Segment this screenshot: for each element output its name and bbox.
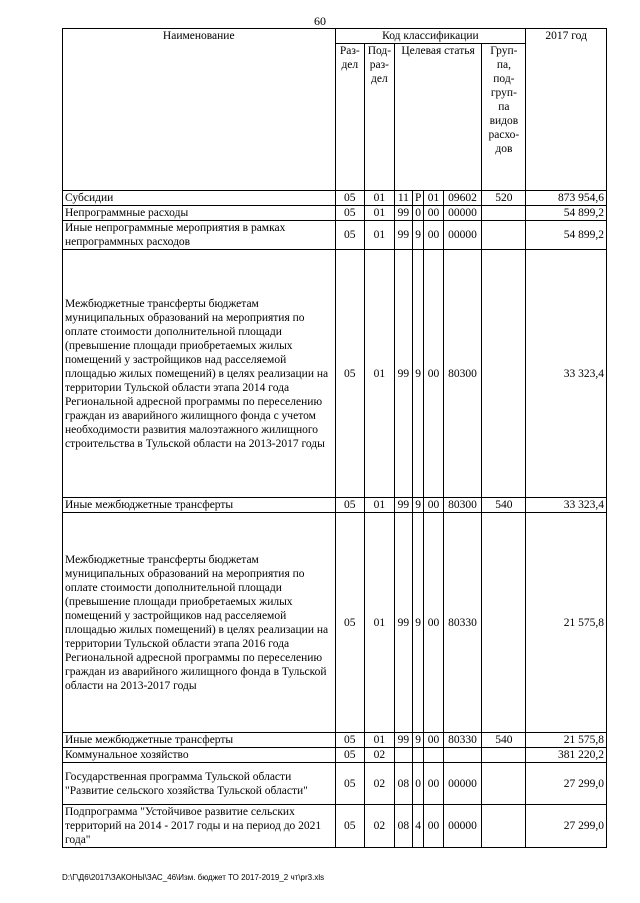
table-cell-group <box>482 513 526 733</box>
header-name: Наименование <box>63 29 336 191</box>
table-cell-target-2: 9 <box>413 733 424 748</box>
header-code-classification: Код классификации <box>335 29 526 44</box>
table-cell-target-2: 9 <box>413 498 424 513</box>
table-cell-amount: 381 220,2 <box>526 748 607 763</box>
table-cell-target-1: 99 <box>394 206 412 221</box>
table-cell-section: 05 <box>335 206 365 221</box>
table-cell-group: 540 <box>482 733 526 748</box>
table-cell-subsection: 02 <box>365 805 395 848</box>
page-number: 60 <box>314 14 326 28</box>
table-cell-amount: 873 954,6 <box>526 191 607 206</box>
table-cell-group <box>482 206 526 221</box>
table-cell-name: Государственная программа Тульской области "Развитие сельского хозяйства Тульской области" <box>63 763 336 805</box>
table-cell-target-2 <box>413 748 424 763</box>
table-cell-target-3: 00 <box>424 498 443 513</box>
table-cell-target-1: 99 <box>394 250 412 498</box>
table-cell-target-3: 00 <box>424 805 443 848</box>
table-cell-subsection: 01 <box>365 513 395 733</box>
table-cell-target-3: 00 <box>424 221 443 250</box>
table-row <box>63 748 607 763</box>
table-cell-section: 05 <box>335 748 365 763</box>
table-cell-target-1: 99 <box>394 513 412 733</box>
table-cell-subsection: 01 <box>365 221 395 250</box>
table-cell-subsection: 02 <box>365 763 395 805</box>
table-cell-name: Иные непрограммные мероприятия в рамках непрограммных расходов <box>63 221 336 250</box>
table-cell-subsection: 01 <box>365 191 395 206</box>
table-cell-group: 520 <box>482 191 526 206</box>
table-cell-target-2: 4 <box>413 805 424 848</box>
table-row <box>63 513 607 733</box>
table-row <box>63 805 607 848</box>
table-cell-section: 05 <box>335 805 365 848</box>
table-cell-target-1: 99 <box>394 498 412 513</box>
table-cell-section: 05 <box>335 513 365 733</box>
header-section: Раз- дел <box>335 44 365 191</box>
table-cell-amount: 54 899,2 <box>526 221 607 250</box>
budget-table <box>62 28 607 848</box>
table-cell-target-1: 11 <box>394 191 412 206</box>
table-cell-amount: 21 575,8 <box>526 513 607 733</box>
table-cell-name: Подпрограмма "Устойчивое развитие сельских территорий на 2014 - 2017 годы и на период до 2021 года" <box>63 805 336 848</box>
table-cell-subsection: 01 <box>365 733 395 748</box>
table-cell-group <box>482 763 526 805</box>
table-cell-target-3: 00 <box>424 250 443 498</box>
table-cell-target-1: 99 <box>394 221 412 250</box>
table-cell-section: 05 <box>335 250 365 498</box>
table-cell-name: Субсидии <box>63 191 336 206</box>
table-cell-name: Коммунальное хозяйство <box>63 748 336 763</box>
table-cell-target-4: 00000 <box>443 805 482 848</box>
table-cell-amount: 54 899,2 <box>526 206 607 221</box>
table-cell-name: Иные межбюджетные трансферты <box>63 498 336 513</box>
table-cell-target-4 <box>443 748 482 763</box>
table-row <box>63 221 607 250</box>
table-cell-target-4: 80300 <box>443 498 482 513</box>
table-cell-target-2: 9 <box>413 250 424 498</box>
table-cell-amount: 33 323,4 <box>526 250 607 498</box>
table-cell-target-3: 00 <box>424 206 443 221</box>
table-row <box>63 206 607 221</box>
table-cell-group <box>482 748 526 763</box>
table-cell-section: 05 <box>335 191 365 206</box>
table-cell-target-1: 08 <box>394 763 412 805</box>
table-cell-target-2: 0 <box>413 206 424 221</box>
table-cell-section: 05 <box>335 733 365 748</box>
table-cell-name: Иные межбюджетные трансферты <box>63 733 336 748</box>
table-cell-target-3: 00 <box>424 513 443 733</box>
table-cell-name: Межбюджетные трансферты бюджетам муниципальных образований на мероприятия по оплате стоимости дополнительной площади (превышение площади приобретаемых жилых помещений у застройщиков над расселяемой площадью жилых помещений) в целях реализации на территории Тульской области этапа 2014 года Региональной адресной программы по переселению граждан из аварийного жилищного фонда с учетом необходимости развития малоэтажного жилищного строительства в Тульской области на 2013-2017 годы <box>63 250 336 498</box>
table-cell-target-3: 00 <box>424 733 443 748</box>
table-cell-target-4: 00000 <box>443 206 482 221</box>
table-row <box>63 763 607 805</box>
table-cell-target-1: 08 <box>394 805 412 848</box>
table-cell-amount: 27 299,0 <box>526 763 607 805</box>
table-cell-target-4: 00000 <box>443 221 482 250</box>
table-row <box>63 733 607 748</box>
header-subsection: Под- раз- дел <box>365 44 395 191</box>
table-cell-target-4: 00000 <box>443 763 482 805</box>
table-cell-target-3: 01 <box>424 191 443 206</box>
table-cell-group: 540 <box>482 498 526 513</box>
table-cell-name: Межбюджетные трансферты бюджетам муниципальных образований на мероприятия по оплате стоимости дополнительной площади (превышение площади приобретаемых жилых помещений у застройщиков над расселяемой площадью жилых помещений) в целях реализации на территории Тульской области этапа 2016 года Региональной адресной программы по переселению граждан из аварийного жилищного фонда в Тульской области на 2013-2017 годы <box>63 513 336 733</box>
table-cell-subsection: 01 <box>365 498 395 513</box>
table-cell-target-3: 00 <box>424 763 443 805</box>
table-cell-subsection: 02 <box>365 748 395 763</box>
header-year: 2017 год <box>526 29 607 191</box>
table-cell-subsection: 01 <box>365 250 395 498</box>
table-cell-target-4: 09602 <box>443 191 482 206</box>
table-cell-target-1 <box>394 748 412 763</box>
table-cell-name: Непрограммные расходы <box>63 206 336 221</box>
table-cell-target-2: 9 <box>413 221 424 250</box>
header-group: Груп- па, под- груп- па видов расхо- дов <box>482 44 526 191</box>
table-cell-amount: 33 323,4 <box>526 498 607 513</box>
table-cell-target-4: 80330 <box>443 733 482 748</box>
table-cell-section: 05 <box>335 763 365 805</box>
table-row <box>63 191 607 206</box>
table-cell-subsection: 01 <box>365 206 395 221</box>
table-cell-section: 05 <box>335 221 365 250</box>
header-target-article: Целевая статья <box>394 44 482 191</box>
file-path-footer: D:\Г\Д6\2017\ЗАКОНЫ\ЗАС_46\Изм. бюджет ТО 2017-2019_2 чт\pr3.xls <box>62 873 325 882</box>
table-cell-section: 05 <box>335 498 365 513</box>
table-cell-group <box>482 805 526 848</box>
table-cell-target-2: Р <box>413 191 424 206</box>
table-cell-amount: 21 575,8 <box>526 733 607 748</box>
table-cell-target-4: 80330 <box>443 513 482 733</box>
table-cell-group <box>482 250 526 498</box>
table-row <box>63 250 607 498</box>
table-cell-target-1: 99 <box>394 733 412 748</box>
table-cell-amount: 27 299,0 <box>526 805 607 848</box>
table-cell-target-2: 0 <box>413 763 424 805</box>
table-cell-target-3 <box>424 748 443 763</box>
table-cell-target-2: 9 <box>413 513 424 733</box>
table-row <box>63 498 607 513</box>
table-cell-target-4: 80300 <box>443 250 482 498</box>
table-cell-group <box>482 221 526 250</box>
